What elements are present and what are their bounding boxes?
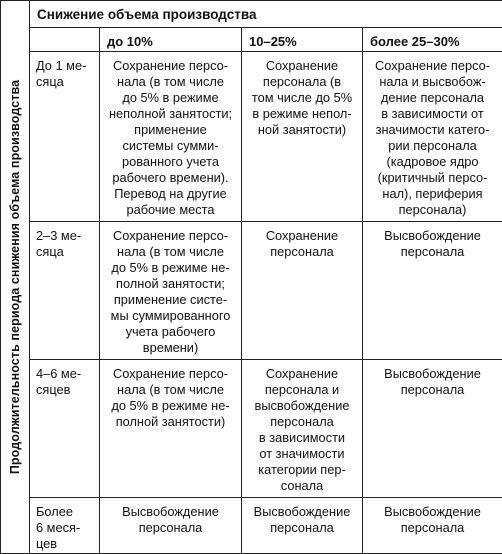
table-cell: Сохранение персо- нала (в том числе до 5% в режиме не- полной занятости) [100,360,242,498]
table-cell: Высвобождение персонала [242,498,363,554]
table-cell: Сохранение персо- нала (в том числе до 5% в режиме неполной занятости; применение системы сумми- рованного учета рабочего времени). Перевод на другие рабочие места [100,52,242,222]
table-row [1,222,502,360]
table-row [1,360,502,498]
column-header: до 10% [100,28,242,52]
table-cell: Сохранение персо- нала (в том числе до 5% в режиме не- полной занятости; применение систе- мы суммированного учета рабочего времени) [100,222,242,360]
table-row [1,498,502,554]
table-cell: Высвобождение персонала [100,498,242,554]
table-cell: Высвобождение персонала [363,498,502,554]
side-axis-cell [1,1,30,554]
table-cell: Сохранение персо- нала и высвобож- дение персонала в зависимости от значимости катего- рии персонала (кадровое ядро (критичный персо- нал), периферия персонала) [363,52,502,222]
side-axis-label: Продолжительность периода снижения объема производства [8,80,22,474]
period-label: До 1 ме- сяца [30,52,100,222]
header-row [1,28,502,52]
table-cell: Высвобождение персонала [363,360,502,498]
table-cell: Сохранение персонала (в том числе до 5% в режиме непол- ной занятости) [242,52,363,222]
table-cell: Сохранение персонала [242,222,363,360]
table-cell: Сохранение персонала и высвобождение персонала в зависимости от значимости категории пер- сонала [242,360,363,498]
column-header: более 25–30% [363,28,502,52]
period-label: Более 6 меся- цев [30,498,100,554]
table-title: Снижение объема производства [30,1,502,28]
column-header: 10–25% [242,28,363,52]
period-label: 2–3 ме- сяца [30,222,100,360]
period-label: 4–6 ме- сяцев [30,360,100,498]
table-cell: Высвобождение персонала [363,222,502,360]
title-row [1,1,502,28]
table-row [1,52,502,222]
header-empty-cell [30,28,100,52]
